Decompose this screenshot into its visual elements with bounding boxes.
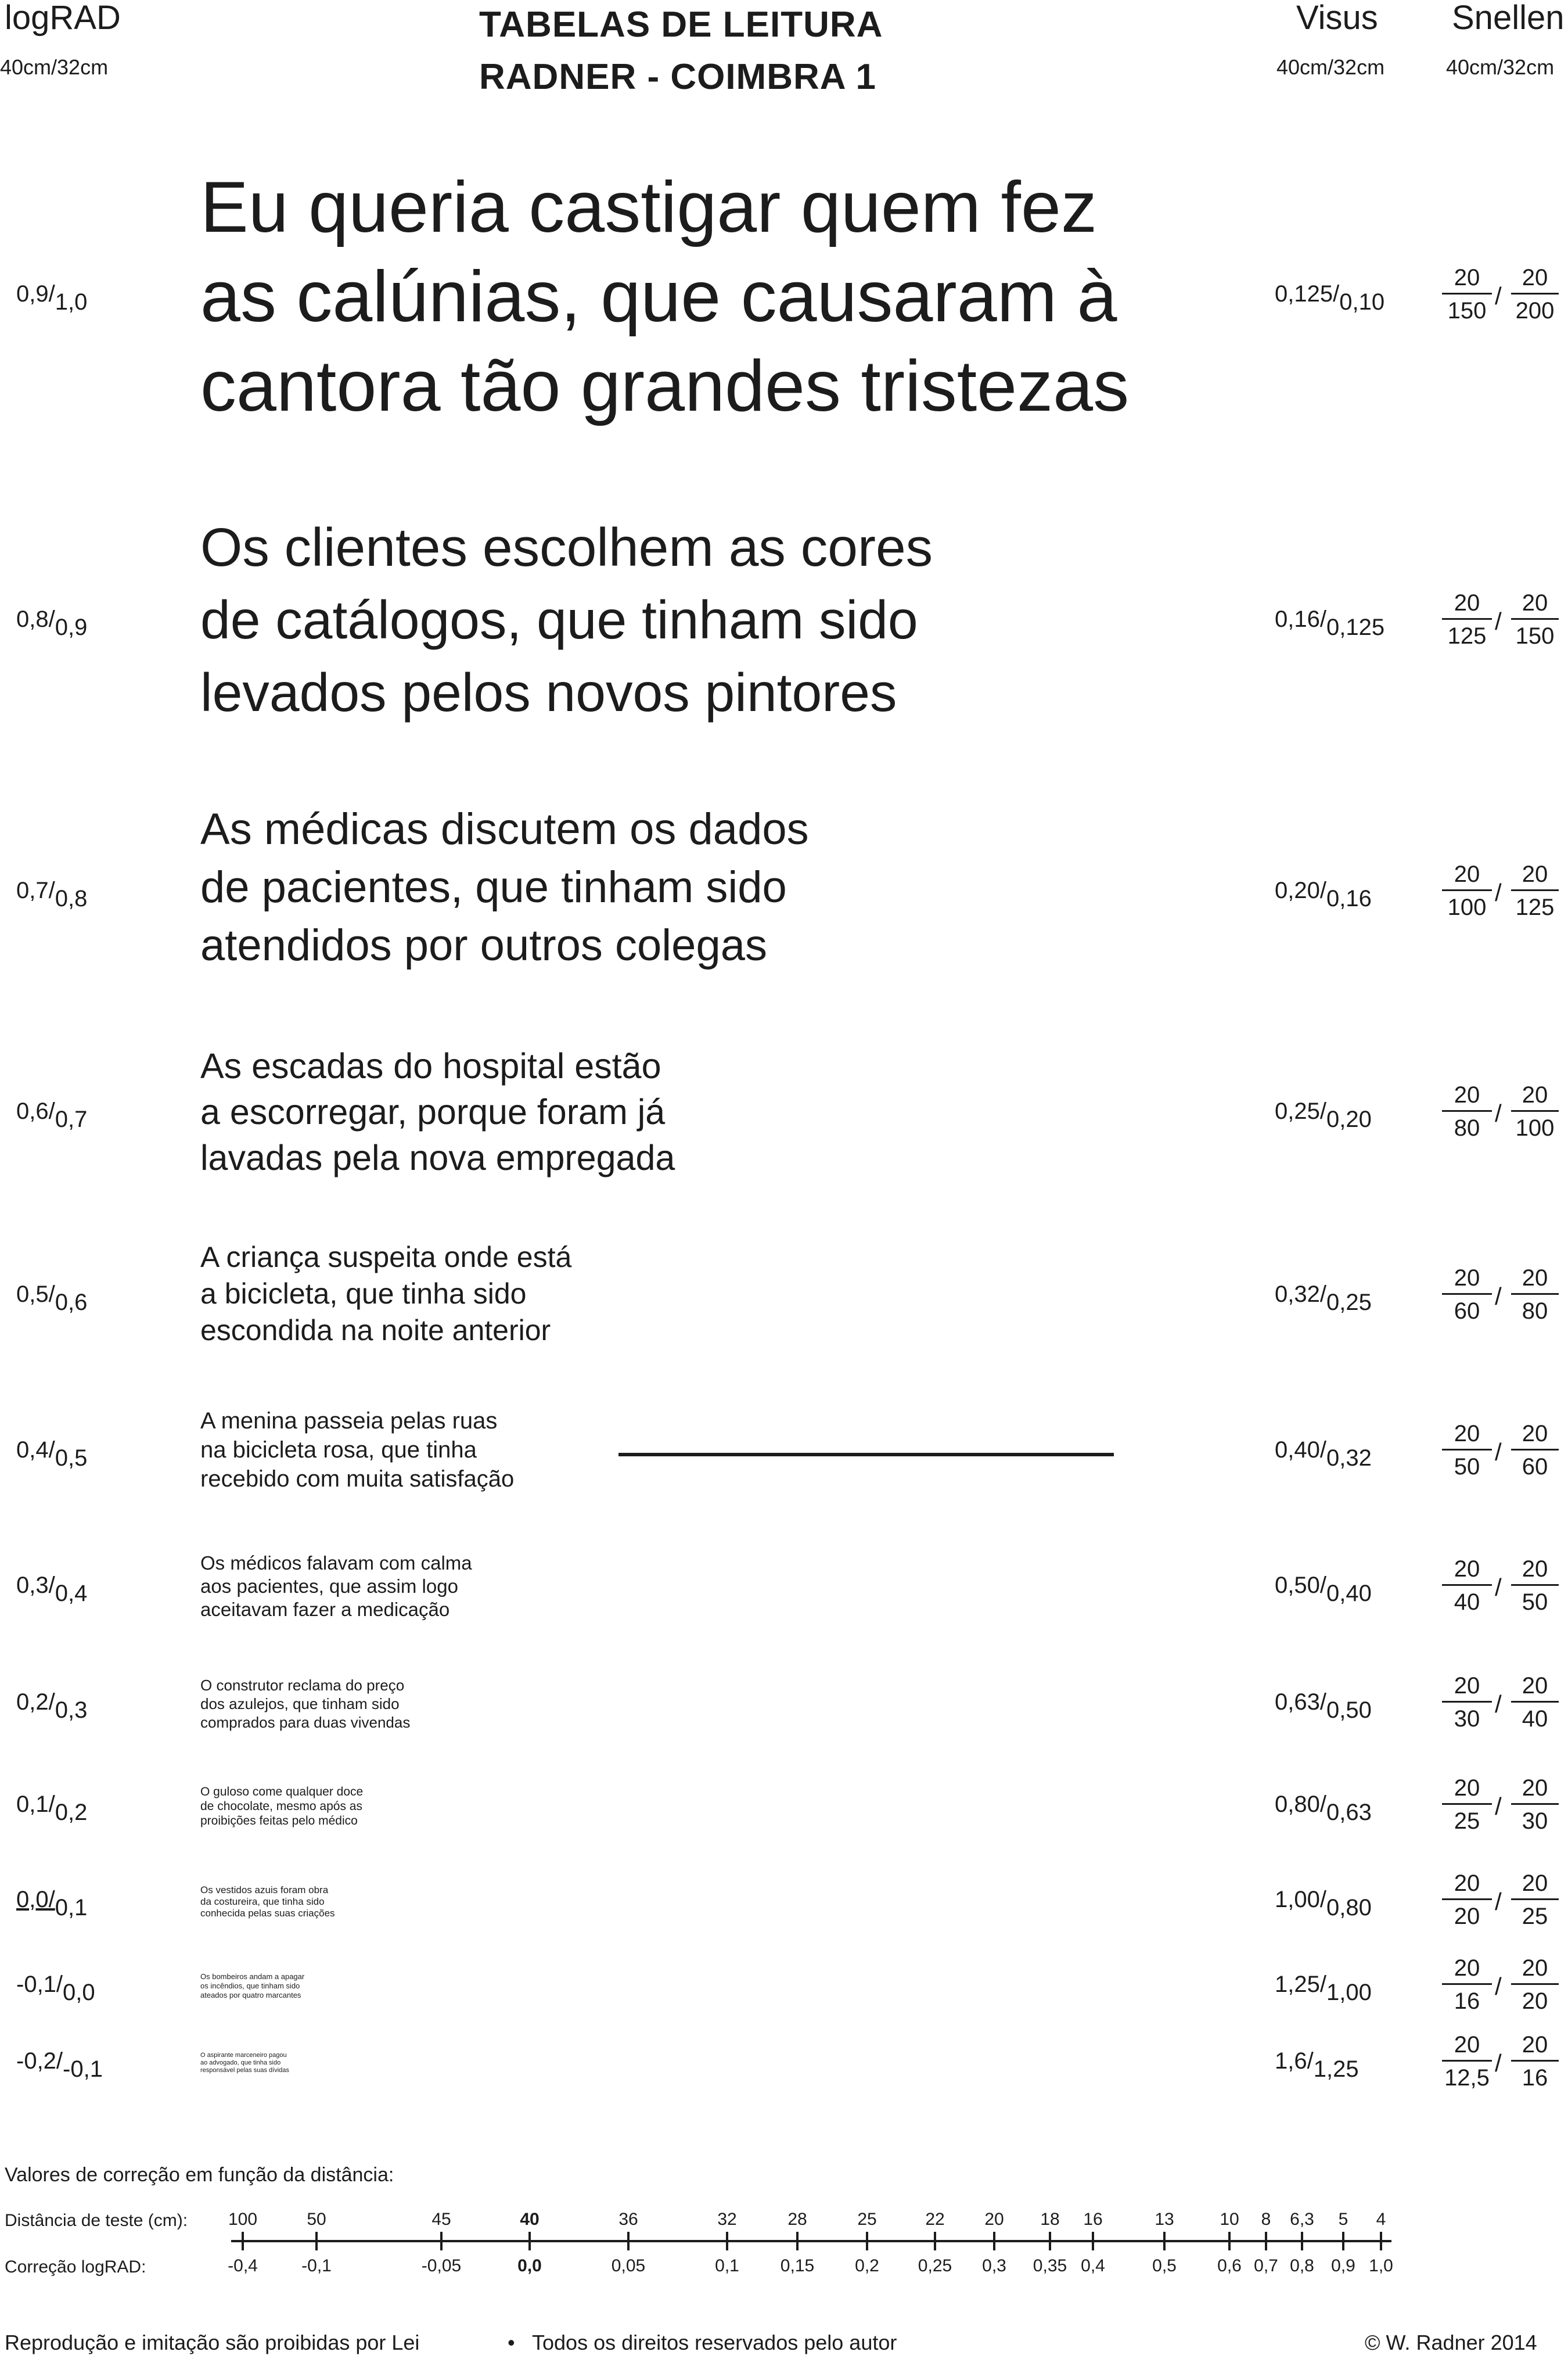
sentence-line: lavadas pela nova empregada	[200, 1138, 675, 1177]
logrAD-value	[16, 878, 88, 911]
scale-tick	[440, 2232, 443, 2250]
visus-value-40cm: 0,25/	[1275, 1098, 1326, 1124]
visus-value	[1275, 1098, 1372, 1132]
distance-value: 16	[1083, 2210, 1103, 2229]
sentence-line: Os médicos falavam com calma	[200, 1552, 472, 1574]
logrAD-value-40cm: 0,9/	[16, 281, 55, 307]
snellen-denominator: 125	[1515, 895, 1555, 920]
snellen-denominator: 12,5	[1444, 2065, 1490, 2091]
reading-sentence	[200, 1884, 335, 1919]
visus-value	[1275, 2048, 1359, 2082]
visus-value-32cm: 0,25	[1326, 1290, 1372, 1315]
sentence-line: conhecida pelas suas criações	[200, 1908, 335, 1919]
snellen-denominator: 30	[1454, 1706, 1480, 1732]
snellen-denominator: 25	[1454, 1808, 1480, 1834]
logrAD-value-40cm: 0,0/	[16, 1887, 55, 1912]
snellen-numerator: 20	[1454, 1421, 1480, 1446]
sentence-line: de chocolate, mesmo após as	[200, 1800, 362, 1813]
scale-tick	[1049, 2232, 1051, 2250]
distance-label: Distância de teste (cm):	[5, 2211, 188, 2230]
snellen-fraction-32cm	[1511, 1872, 1559, 1928]
snellen-numerator: 20	[1522, 1955, 1548, 1981]
page-subtitle: RADNER - COIMBRA 1	[479, 57, 876, 97]
logrAD-value-40cm: 0,3/	[16, 1572, 55, 1598]
correction-value: -0,1	[301, 2256, 332, 2275]
page-title: TABELAS DE LEITURA	[479, 5, 883, 45]
snellen-numerator: 20	[1522, 2032, 1548, 2058]
visus-value-32cm: 0,40	[1326, 1581, 1372, 1606]
sentence-line: A menina passeia pelas ruas	[200, 1408, 498, 1434]
distance-value: 28	[787, 2210, 807, 2229]
snellen-fraction-40cm	[1442, 1266, 1492, 1323]
visus-value-40cm: 1,6/	[1275, 2048, 1314, 2074]
snellen-denominator: 60	[1454, 1298, 1480, 1324]
visus-value	[1275, 1437, 1372, 1471]
reading-sentence	[200, 1239, 571, 1349]
snellen-fraction-32cm	[1511, 1956, 1559, 2013]
snellen-column-title: Snellen	[1452, 0, 1565, 37]
reading-sentence	[200, 800, 809, 975]
snellen-denominator: 50	[1454, 1454, 1480, 1480]
fraction-separator: /	[1495, 1100, 1502, 1127]
snellen-fraction-40cm	[1442, 591, 1492, 648]
reading-sentence	[200, 163, 1129, 431]
footer-rights: Todos os direitos reservados pelo autor	[532, 2331, 897, 2354]
visus-value	[1275, 1887, 1372, 1920]
snellen-denominator: 80	[1454, 1115, 1480, 1141]
fraction-separator: /	[1495, 1888, 1502, 1915]
snellen-denominator: 20	[1454, 1904, 1480, 1929]
correction-value: 0,8	[1290, 2256, 1314, 2275]
sentence-line: Eu queria castigar quem fez	[200, 167, 1097, 247]
scale-tick	[726, 2232, 728, 2250]
scale-tick	[934, 2232, 936, 2250]
sentence-line: os incêndios, que tinham sido	[200, 1981, 300, 1990]
correction-value: -0,05	[421, 2256, 462, 2275]
visus-value-32cm: 0,20	[1326, 1107, 1372, 1132]
logrAD-value	[16, 1887, 88, 1920]
snellen-fraction-32cm	[1511, 863, 1559, 919]
visus-value-32cm: 0,63	[1326, 1800, 1372, 1825]
snellen-fraction-32cm	[1511, 1422, 1559, 1478]
sentence-line: O construtor reclama do preço	[200, 1676, 405, 1694]
distance-value: 40	[520, 2210, 540, 2229]
correction-label: Correção logRAD:	[5, 2257, 146, 2277]
visus-value-40cm: 0,63/	[1275, 1689, 1326, 1715]
fraction-separator: /	[1495, 282, 1502, 310]
logrAD-value-40cm: 0,8/	[16, 606, 55, 632]
snellen-column-subtitle: 40cm/32cm	[1446, 55, 1555, 79]
scale-axis	[231, 2240, 1391, 2242]
distance-value: 13	[1155, 2210, 1174, 2229]
scale-tick	[1301, 2232, 1303, 2250]
snellen-numerator: 20	[1454, 1673, 1480, 1699]
distance-value: 32	[717, 2210, 737, 2229]
scale-tick	[993, 2232, 995, 2250]
snellen-fraction-40cm	[1442, 1872, 1492, 1928]
scale-tick	[1380, 2232, 1382, 2250]
sentence-line: proibições feitas pelo médico	[200, 1814, 358, 1828]
correction-title: Valores de correção em função da distância:	[5, 2164, 394, 2186]
sentence-line: Os vestidos azuis foram obra	[200, 1884, 329, 1895]
logrAD-value-32cm: 0,2	[55, 1800, 88, 1825]
logrAD-value-32cm: 0,8	[55, 886, 88, 911]
sentence-line: atendidos por outros colegas	[200, 921, 767, 970]
visus-value-32cm: 0,80	[1326, 1895, 1372, 1920]
scale-tick	[1163, 2232, 1166, 2250]
visus-value-40cm: 0,50/	[1275, 1572, 1326, 1598]
sentence-line: de catálogos, que tinham sido	[200, 590, 918, 650]
snellen-numerator: 20	[1454, 2032, 1480, 2058]
snellen-numerator: 20	[1522, 1870, 1548, 1896]
correction-value: 0,15	[780, 2256, 815, 2275]
snellen-fraction-40cm	[1442, 1557, 1492, 1614]
logrAD-value	[16, 1281, 88, 1315]
correction-value: 0,4	[1081, 2256, 1105, 2275]
snellen-denominator: 50	[1522, 1589, 1548, 1615]
snellen-fraction-40cm	[1442, 1956, 1492, 2013]
correction-value: 0,5	[1152, 2256, 1177, 2275]
snellen-denominator: 16	[1454, 1988, 1480, 2014]
visus-value	[1275, 281, 1385, 315]
snellen-fraction-32cm	[1511, 1266, 1559, 1323]
fraction-separator: /	[1495, 879, 1502, 906]
sentence-line: as calúnias, que causaram à	[200, 257, 1117, 337]
snellen-numerator: 20	[1454, 861, 1480, 887]
correction-value: 1,0	[1369, 2256, 1393, 2275]
sentence-line: As médicas discutem os dados	[200, 805, 809, 854]
snellen-denominator: 30	[1522, 1808, 1548, 1834]
correction-value: 0,1	[715, 2256, 739, 2275]
visus-value-32cm: 1,25	[1313, 2056, 1359, 2082]
sentence-line: ateados por quatro marcantes	[200, 1991, 301, 1999]
logrAD-value-32cm: 0,1	[55, 1895, 88, 1920]
reading-sentence	[200, 1676, 410, 1732]
sentence-line: cantora tão grandes tristezas	[200, 346, 1130, 426]
correction-value: 0,3	[982, 2256, 1006, 2275]
visus-value-32cm: 0,50	[1326, 1697, 1372, 1723]
distance-value: 45	[431, 2210, 451, 2229]
snellen-numerator: 20	[1454, 1265, 1480, 1291]
footer-bullet: •	[508, 2331, 515, 2354]
snellen-fraction-32cm	[1511, 266, 1559, 322]
fraction-separator: /	[1495, 1973, 1502, 2000]
sentence-line: responsável pelas suas dívidas	[200, 2067, 289, 2074]
snellen-numerator: 20	[1454, 1082, 1480, 1108]
distance-value: 8	[1261, 2210, 1271, 2229]
snellen-fraction-32cm	[1511, 1776, 1559, 1833]
correction-value: 0,7	[1254, 2256, 1278, 2275]
logrAD-value-32cm: 0,3	[55, 1697, 88, 1723]
snellen-numerator: 20	[1454, 1955, 1480, 1981]
correction-value: 0,25	[918, 2256, 952, 2275]
sentence-line: ao advogado, que tinha sido	[200, 2059, 281, 2066]
sentence-line: recebido com muita satisfação	[200, 1466, 515, 1492]
correction-value: 0,9	[1331, 2256, 1355, 2275]
snellen-fraction-32cm	[1511, 1674, 1559, 1730]
visus-value	[1275, 1689, 1372, 1723]
scale-tick	[1342, 2232, 1344, 2250]
fraction-separator: /	[1495, 1574, 1502, 1601]
snellen-fraction-40cm	[1442, 266, 1492, 322]
snellen-fraction-32cm	[1511, 1557, 1559, 1614]
distance-value: 5	[1338, 2210, 1348, 2229]
logrAD-value	[16, 2048, 103, 2082]
scale-tick	[528, 2232, 531, 2250]
logrAD-value	[16, 1098, 88, 1132]
snellen-denominator: 100	[1515, 1115, 1555, 1141]
sentence-line: aceitavam fazer a medicação	[200, 1599, 450, 1620]
sentence-line: escondida na noite anterior	[200, 1314, 551, 1347]
visus-value-40cm: 1,25/	[1275, 1972, 1326, 1997]
logrAD-value	[16, 1689, 88, 1723]
snellen-numerator: 20	[1454, 1775, 1480, 1801]
scale-tick	[627, 2232, 630, 2250]
footer-legal-notice: Reprodução e imitação são proibidas por Lei	[5, 2331, 420, 2354]
sentence-line: na bicicleta rosa, que tinha	[200, 1437, 477, 1463]
logrAD-value-40cm: 0,6/	[16, 1098, 55, 1124]
logrAD-value-40cm: -0,2/	[16, 2048, 63, 2074]
snellen-numerator: 20	[1522, 1421, 1548, 1446]
logrAD-value	[16, 606, 88, 640]
correction-value: 0,0	[517, 2256, 542, 2275]
scale-tick	[1228, 2232, 1231, 2250]
logrAD-value-32cm: 0,7	[55, 1107, 88, 1132]
logrAD-value-40cm: 0,5/	[16, 1281, 55, 1307]
snellen-numerator: 20	[1522, 861, 1548, 887]
logrAD-value-40cm: 0,7/	[16, 878, 55, 903]
distance-value: 22	[925, 2210, 945, 2229]
snellen-denominator: 20	[1522, 1988, 1548, 2014]
logrAD-value	[16, 281, 88, 315]
snellen-numerator: 20	[1522, 1673, 1548, 1699]
snellen-numerator: 20	[1454, 590, 1480, 616]
snellen-denominator: 40	[1522, 1706, 1548, 1732]
logrAD-value	[16, 1572, 88, 1606]
footer-copyright: © W. Radner 2014	[1365, 2331, 1537, 2354]
visus-value	[1275, 1791, 1372, 1825]
scale-tick	[866, 2232, 868, 2250]
snellen-denominator: 125	[1447, 623, 1487, 649]
fraction-separator: /	[1495, 1283, 1502, 1310]
snellen-numerator: 20	[1522, 1082, 1548, 1108]
distance-value: 36	[618, 2210, 638, 2229]
visus-value-40cm: 1,00/	[1275, 1887, 1326, 1912]
fraction-separator: /	[1495, 608, 1502, 635]
visus-value-32cm: 0,32	[1326, 1445, 1372, 1471]
visus-value-40cm: 0,16/	[1275, 606, 1326, 632]
fraction-separator: /	[1495, 1438, 1502, 1466]
visus-value-40cm: 0,32/	[1275, 1281, 1326, 1307]
visus-value-40cm: 0,40/	[1275, 1437, 1326, 1463]
distance-value: 20	[984, 2210, 1004, 2229]
visus-value-32cm: 0,16	[1326, 886, 1372, 911]
snellen-numerator: 20	[1454, 1556, 1480, 1582]
logrAD-value-32cm: 0,0	[63, 1980, 95, 2005]
snellen-denominator: 25	[1522, 1904, 1548, 1929]
logrAD-value-40cm: 0,4/	[16, 1437, 55, 1463]
logrAD-value-32cm: 0,4	[55, 1581, 88, 1606]
scale-tick	[1092, 2232, 1094, 2250]
snellen-fraction-40cm	[1442, 1422, 1492, 1478]
snellen-fraction-40cm	[1442, 1776, 1492, 1833]
visus-value	[1275, 606, 1385, 640]
snellen-numerator: 20	[1454, 265, 1480, 290]
visus-value	[1275, 878, 1372, 911]
snellen-denominator: 40	[1454, 1589, 1480, 1615]
logrAD-column-title: logRAD	[5, 0, 121, 37]
visus-value	[1275, 1281, 1372, 1315]
sentence-line: O aspirante marceneiro pagou	[200, 2052, 287, 2059]
snellen-denominator: 100	[1447, 895, 1487, 920]
scale-tick	[1265, 2232, 1267, 2250]
snellen-numerator: 20	[1522, 265, 1548, 290]
sentence-line: Os clientes escolhem as cores	[200, 517, 933, 577]
snellen-numerator: 20	[1454, 1870, 1480, 1896]
snellen-fraction-40cm	[1442, 1674, 1492, 1730]
distance-value: 50	[307, 2210, 326, 2229]
fraction-separator: /	[1495, 1690, 1502, 1718]
reading-sentence	[200, 2052, 289, 2074]
sentence-line: a escorregar, porque foram já	[200, 1092, 666, 1132]
logrAD-value-40cm: 0,1/	[16, 1791, 55, 1817]
reference-line	[618, 1453, 1114, 1456]
scale-tick	[242, 2232, 244, 2250]
logrAD-value-32cm: -0,1	[63, 2056, 103, 2082]
visus-column-subtitle: 40cm/32cm	[1276, 55, 1385, 79]
visus-value-40cm: 0,125/	[1275, 281, 1340, 307]
visus-value-40cm: 0,80/	[1275, 1791, 1326, 1817]
snellen-denominator: 200	[1515, 298, 1555, 324]
snellen-fraction-40cm	[1442, 2033, 1492, 2089]
reading-sentence	[200, 511, 933, 729]
sentence-line: aos pacientes, que assim logo	[200, 1575, 458, 1597]
snellen-denominator: 60	[1522, 1454, 1548, 1480]
reading-sentence	[200, 1785, 363, 1828]
snellen-fraction-32cm	[1511, 591, 1559, 648]
visus-value-32cm: 1,00	[1326, 1980, 1372, 2005]
correction-value: 0,35	[1033, 2256, 1067, 2275]
fraction-separator: /	[1495, 1793, 1502, 1820]
sentence-line: a bicicleta, que tinha sido	[200, 1277, 527, 1310]
correction-value: 0,05	[611, 2256, 646, 2275]
sentence-line: A criança suspeita onde está	[200, 1241, 572, 1273]
scale-tick	[315, 2232, 318, 2250]
reading-sentence	[200, 1972, 304, 2000]
distance-value: 25	[857, 2210, 877, 2229]
visus-value-32cm: 0,10	[1339, 289, 1385, 315]
snellen-numerator: 20	[1522, 590, 1548, 616]
logrAD-value	[16, 1791, 88, 1825]
snellen-fraction-40cm	[1442, 1083, 1492, 1140]
sentence-line: da costureira, que tinha sido	[200, 1896, 325, 1907]
snellen-denominator: 80	[1522, 1298, 1548, 1324]
logrAD-value-40cm: 0,2/	[16, 1689, 55, 1715]
reading-sentence	[200, 1552, 472, 1621]
visus-column-title: Visus	[1296, 0, 1378, 37]
snellen-numerator: 20	[1522, 1775, 1548, 1801]
logrAD-value-32cm: 0,6	[55, 1290, 88, 1315]
logrAD-value-32cm: 0,9	[55, 615, 88, 640]
distance-value: 10	[1220, 2210, 1239, 2229]
visus-value-40cm: 0,20/	[1275, 878, 1326, 903]
reading-sentence	[200, 1043, 675, 1181]
snellen-numerator: 20	[1522, 1556, 1548, 1582]
snellen-fraction-32cm	[1511, 1083, 1559, 1140]
snellen-fraction-40cm	[1442, 863, 1492, 919]
sentence-line: Os bombeiros andam a apagar	[200, 1972, 305, 1981]
logrAD-value-32cm: 0,5	[55, 1445, 88, 1471]
visus-value	[1275, 1572, 1372, 1606]
logrAD-column-subtitle: 40cm/32cm	[0, 55, 109, 79]
sentence-line: comprados para duas vivendas	[200, 1714, 411, 1731]
visus-value-32cm: 0,125	[1326, 615, 1385, 640]
distance-value: 6,3	[1290, 2210, 1314, 2229]
sentence-line: levados pelos novos pintores	[200, 662, 897, 723]
snellen-denominator: 150	[1515, 623, 1555, 649]
reading-sentence	[200, 1406, 514, 1493]
logrAD-value-32cm: 1,0	[55, 289, 88, 315]
snellen-numerator: 20	[1522, 1265, 1548, 1291]
snellen-fraction-32cm	[1511, 2033, 1559, 2089]
correction-value: 0,6	[1217, 2256, 1242, 2275]
logrAD-value	[16, 1972, 95, 2005]
sentence-line: As escadas do hospital estão	[200, 1046, 661, 1086]
sentence-line: O guloso come qualquer doce	[200, 1785, 364, 1798]
logrAD-value-40cm: -0,1/	[16, 1972, 63, 1997]
correction-value: -0,4	[228, 2256, 258, 2275]
sentence-line: dos azulejos, que tinham sido	[200, 1695, 400, 1712]
fraction-separator: /	[1495, 2049, 1502, 2077]
logrAD-value	[16, 1437, 88, 1471]
snellen-denominator: 150	[1447, 298, 1487, 324]
distance-value: 4	[1376, 2210, 1386, 2229]
sentence-line: de pacientes, que tinham sido	[200, 863, 787, 912]
visus-value	[1275, 1972, 1372, 2005]
correction-value: 0,2	[855, 2256, 879, 2275]
snellen-denominator: 16	[1522, 2065, 1548, 2091]
distance-value: 18	[1040, 2210, 1060, 2229]
distance-value: 100	[228, 2210, 258, 2229]
scale-tick	[796, 2232, 799, 2250]
